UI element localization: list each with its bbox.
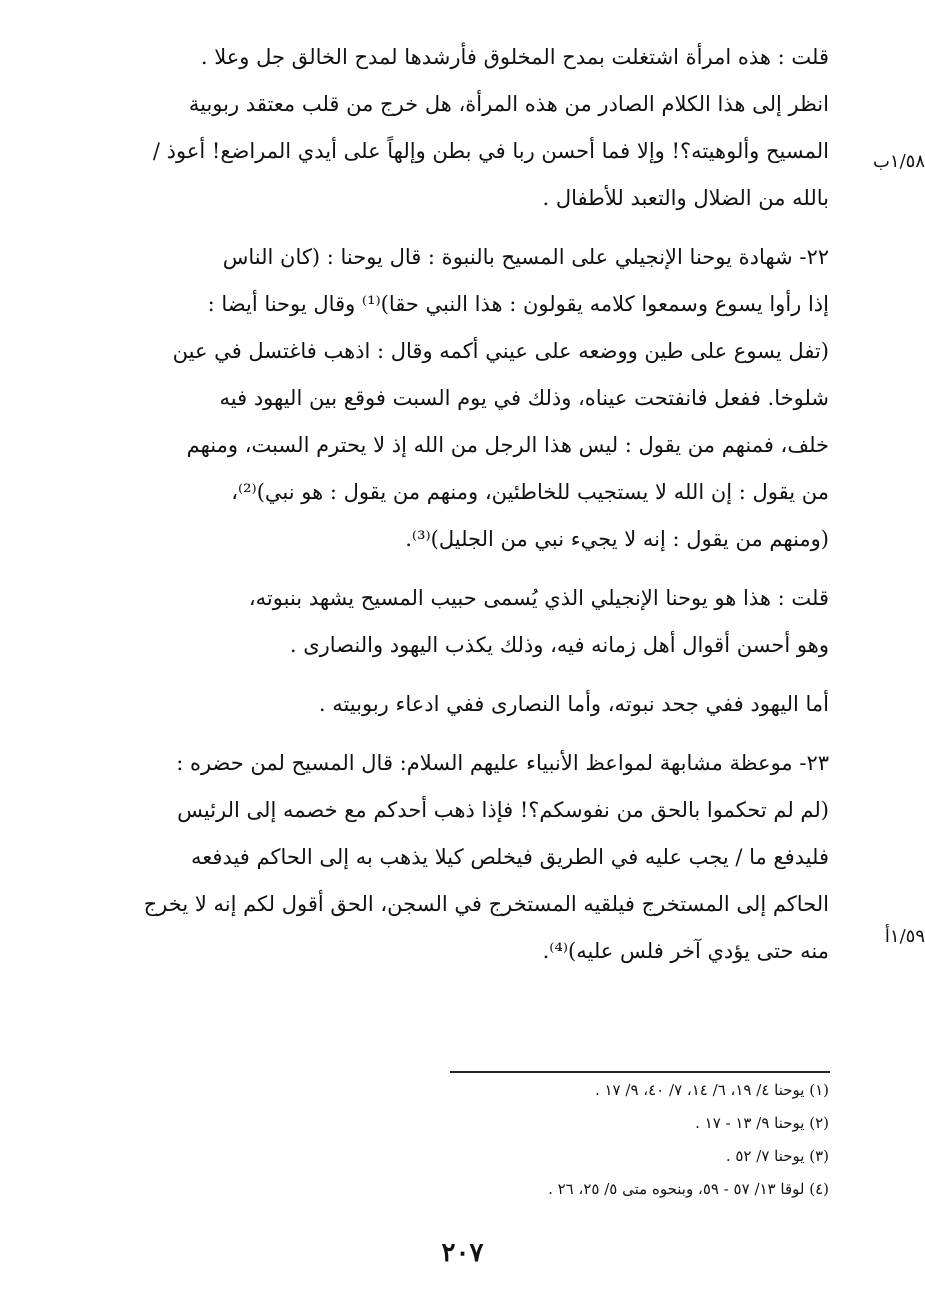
- text-line: بالله من الضلال والتعبد للأطفال .: [542, 186, 829, 210]
- text-line: انظر إلى هذا الكلام الصادر من هذه المرأة، هل خرج من قلب معتقد ربوبية: [188, 92, 829, 116]
- paragraph-5: [96, 740, 829, 975]
- main-text: [96, 34, 829, 987]
- footnote: (٤) لوقا ١٣/ ٥٧ - ٥٩، وبنحوه متى ٥/ ٢٥، ٢٦ .: [548, 1180, 829, 1198]
- footnote-divider: [450, 1071, 830, 1073]
- text-line: قلت : هذا هو يوحنا الإنجيلي الذي يُسمى حبيب المسيح يشهد بنبوته،: [248, 586, 829, 610]
- footnotes: [96, 1074, 829, 1206]
- text-line: وهو أحسن أقوال أهل زمانه فيه، وذلك يكذب اليهود والنصارى .: [289, 633, 829, 657]
- text-line: خلف، فمنهم من يقول : ليس هذا الرجل من الله إذ لا يحترم السبت، ومنهم: [186, 433, 829, 457]
- text-line: قلت : هذه امرأة اشتغلت بمدح المخلوق فأرشدها لمدح الخالق جل وعلا .: [200, 45, 829, 69]
- text-line: من يقول : إن الله لا يستجيب للخاطئين، ومنهم من يقول : هو نبي)⁽²⁾،: [231, 480, 829, 504]
- text-line: (ومنهم من يقول : إنه لا يجيء نبي من الجليل)⁽³⁾.: [405, 527, 829, 551]
- text-line: ٢٢- شهادة يوحنا الإنجيلي على المسيح بالنبوة : قال يوحنا : (كان الناس: [222, 245, 829, 269]
- paragraph-2: [96, 234, 829, 563]
- footnote: (٢) يوحنا ٩/ ١٣ - ١٧ .: [695, 1114, 829, 1132]
- text-line: إذا رأوا يسوع وسمعوا كلامه يقولون : هذا النبي حقا)⁽¹⁾ وقال يوحنا أيضا :: [207, 292, 829, 316]
- text-line: ٢٣- موعظة مشابهة لمواعظ الأنبياء عليهم السلام: قال المسيح لمن حضره :: [176, 751, 829, 775]
- page-number: ٢٠٧: [441, 1238, 484, 1268]
- text-line: أما اليهود ففي جحد نبوته، وأما النصارى ففي ادعاء ربوبيته .: [318, 692, 829, 716]
- manuscript-folio-note: ١/٥٨ب: [872, 151, 925, 172]
- footnote: (١) يوحنا ٤/ ١٩، ٦/ ١٤، ٧/ ٤٠، ٩/ ١٧ .: [594, 1081, 829, 1099]
- paragraph-3: [96, 575, 829, 669]
- paragraph-4: [96, 681, 829, 728]
- text-line: شلوخا. ففعل فانفتحت عيناه، وذلك في يوم السبت فوقع بين اليهود فيه: [219, 386, 829, 410]
- text-line: الحاكم إلى المستخرج فيلقيه المستخرج في السجن، الحق أقول لكم إنه لا يخرج: [143, 892, 829, 916]
- text-line: (تفل يسوع على طين ووضعه على عيني أكمه وقال : اذهب فاغتسل في عين: [172, 339, 829, 363]
- manuscript-folio-note: ١/٥٩أ: [884, 926, 925, 947]
- text-line: فليدفع ما / يجب عليه في الطريق فيخلص كيلا يذهب به إلى الحاكم فيدفعه: [191, 845, 829, 869]
- text-line: المسيح وألوهيته؟! وإلا فما أحسن ربا في بطن وإلهاً على أيدي المراضع! أعوذ /: [152, 139, 829, 163]
- text-line: (لم لم تحكموا بالحق من نفوسكم؟! فإذا ذهب أحدكم مع خصمه إلى الرئيس: [177, 798, 829, 822]
- paragraph-1: [96, 34, 829, 222]
- text-line: منه حتى يؤدي آخر فلس عليه)⁽⁴⁾.: [542, 939, 829, 963]
- footnote: (٣) يوحنا ٧/ ٥٢ .: [725, 1147, 829, 1165]
